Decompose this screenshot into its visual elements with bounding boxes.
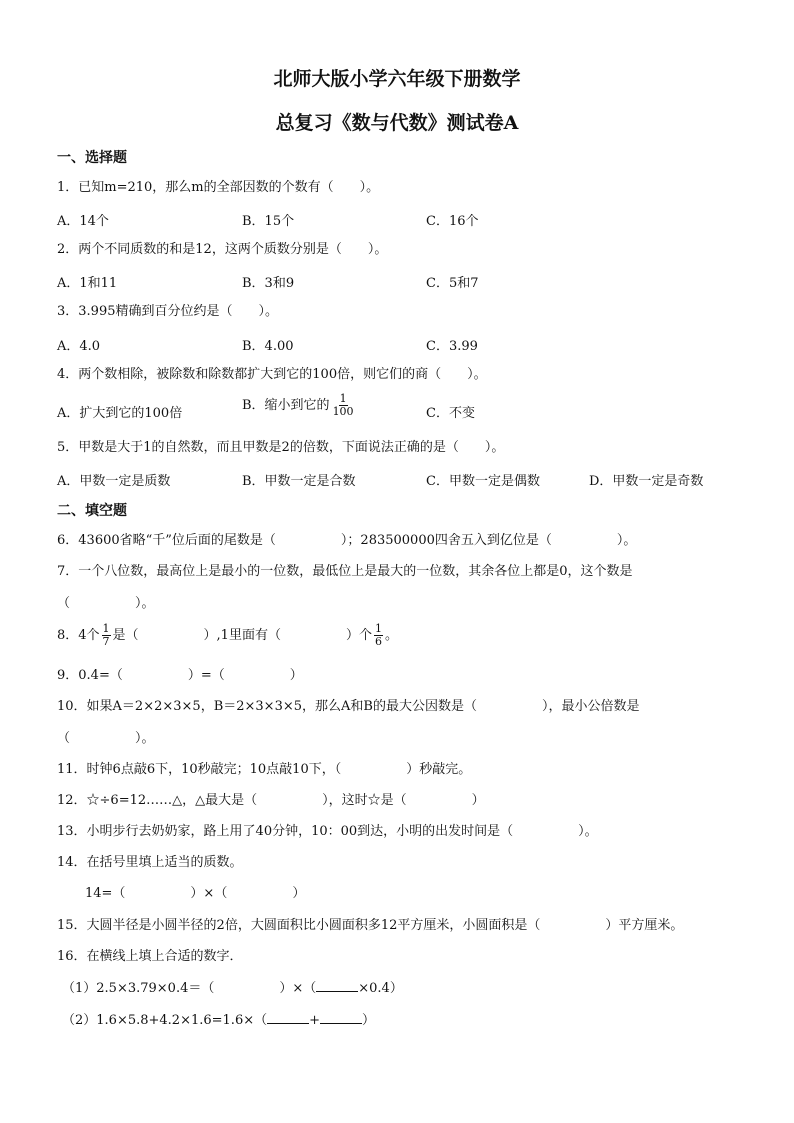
q4-option-a: A．扩大到它的100倍	[57, 406, 183, 421]
q8-prefix: 8．4个	[57, 628, 100, 643]
question-13: 13．小明步行去奶奶家，路上用了40分钟，10：00到达，小明的出发时间是（ ）。	[57, 824, 598, 839]
question-14: 14．在括号里填上适当的质数。	[57, 855, 243, 870]
fill-blank[interactable]	[316, 979, 358, 992]
question-7-line-2: （ ）。	[57, 596, 155, 611]
q5-option-a: A．甲数一定是质数	[57, 474, 171, 489]
fraction-1-6	[374, 623, 383, 648]
q1-option-b: B．15个	[242, 214, 295, 229]
question-1: 1．已知m=210，那么m的全部因数的个数有（ ）。	[57, 180, 380, 195]
q2-option-b: B．3和9	[242, 276, 295, 291]
fraction-denominator: 7	[102, 635, 110, 648]
q8-suffix: 。	[384, 628, 398, 643]
fraction-denominator: 6	[374, 635, 382, 648]
q8-middle: 是（ ）,1里面有（ ）个	[112, 628, 372, 643]
question-16-part-2	[62, 1011, 375, 1030]
q4-option-c: C．不变	[426, 406, 475, 421]
q5-option-c: C．甲数一定是偶数	[426, 474, 540, 489]
q5-option-b: B．甲数一定是合数	[242, 474, 356, 489]
question-10-line-1: 10．如果A＝2×2×3×5，B＝2×3×3×5，那么A和B的最大公因数是（ ），最小公倍数是	[57, 699, 640, 714]
question-7-line-1: 7．一个八位数，最高位上是最小的一位数，最低位上是最大的一位数，其余各位上都是0，这个数是	[57, 564, 633, 579]
q2-option-c: C．5和7	[426, 276, 479, 291]
question-16-part-1	[62, 979, 403, 998]
question-3: 3．3.995精确到百分位约是（ ）。	[57, 304, 278, 319]
q3-option-a: A．4.0	[57, 339, 101, 354]
q16-p2-plus: +	[309, 1013, 321, 1028]
q16-p2-suffix: ）	[362, 1013, 376, 1028]
q4-option-b-text: B．缩小到它的	[242, 398, 330, 413]
q1-option-c: C．16个	[426, 214, 479, 229]
fraction-numerator: 1	[102, 622, 110, 635]
question-15: 15．大圆半径是小圆半径的2倍，大圆面积比小圆面积多12平方厘米，小圆面积是（ ）平方厘米。	[57, 918, 684, 933]
question-5: 5．甲数是大于1的自然数，而且甲数是2的倍数，下面说法正确的是（ ）。	[57, 440, 505, 455]
q3-option-b: B．4.00	[242, 339, 294, 354]
question-12: 12．☆÷6=12……△，△最大是（ ），这时☆是（ ）	[57, 793, 485, 808]
question-4: 4．两个数相除，被除数和除数都扩大到它的100倍，则它们的商（ ）。	[57, 367, 487, 382]
q16-p1-suffix: ×0.4）	[358, 981, 403, 996]
q2-option-a: A．1和11	[57, 276, 118, 291]
fraction-numerator: 1	[339, 392, 347, 405]
question-6: 6．43600省略“千”位后面的尾数是（ ）；283500000四舍五入到亿位是（ ）。	[57, 533, 637, 548]
question-8	[57, 623, 398, 648]
question-9: 9．0.4=（ ）=（ ）	[57, 668, 303, 683]
fill-blank[interactable]	[320, 1011, 362, 1024]
fill-blank[interactable]	[267, 1011, 309, 1024]
q1-option-a: A．14个	[57, 214, 109, 229]
section-fill-heading: 二、填空题	[57, 503, 127, 519]
q5-option-d: D．甲数一定是奇数	[589, 474, 704, 489]
question-14-equation: 14=（ ）×（ ）	[85, 886, 306, 901]
fraction-1-7	[102, 623, 111, 648]
fraction-1-100	[332, 393, 355, 418]
title-line-1: 北师大版小学六年级下册数学	[273, 68, 521, 90]
question-10-line-2: （ ）。	[57, 731, 155, 746]
q3-option-c: C．3.99	[426, 339, 478, 354]
fraction-denominator: 100	[332, 405, 354, 418]
title-line-2: 总复习《数与代数》测试卷A	[275, 112, 519, 134]
q4-option-b	[242, 393, 357, 418]
question-11: 11．时钟6点敲6下，10秒敲完；10点敲10下，（ ）秒敲完。	[57, 762, 472, 777]
fraction-numerator: 1	[374, 622, 382, 635]
q16-p2-prefix: （2）1.6×5.8+4.2×1.6=1.6×（	[62, 1013, 268, 1028]
section-choice-heading: 一、选择题	[57, 150, 127, 166]
question-16: 16．在横线上填上合适的数字．	[57, 949, 243, 964]
question-2: 2．两个不同质数的和是12，这两个质数分别是（ ）。	[57, 242, 388, 257]
q16-p1-prefix: （1）2.5×3.79×0.4＝（ ）×（	[62, 981, 317, 996]
